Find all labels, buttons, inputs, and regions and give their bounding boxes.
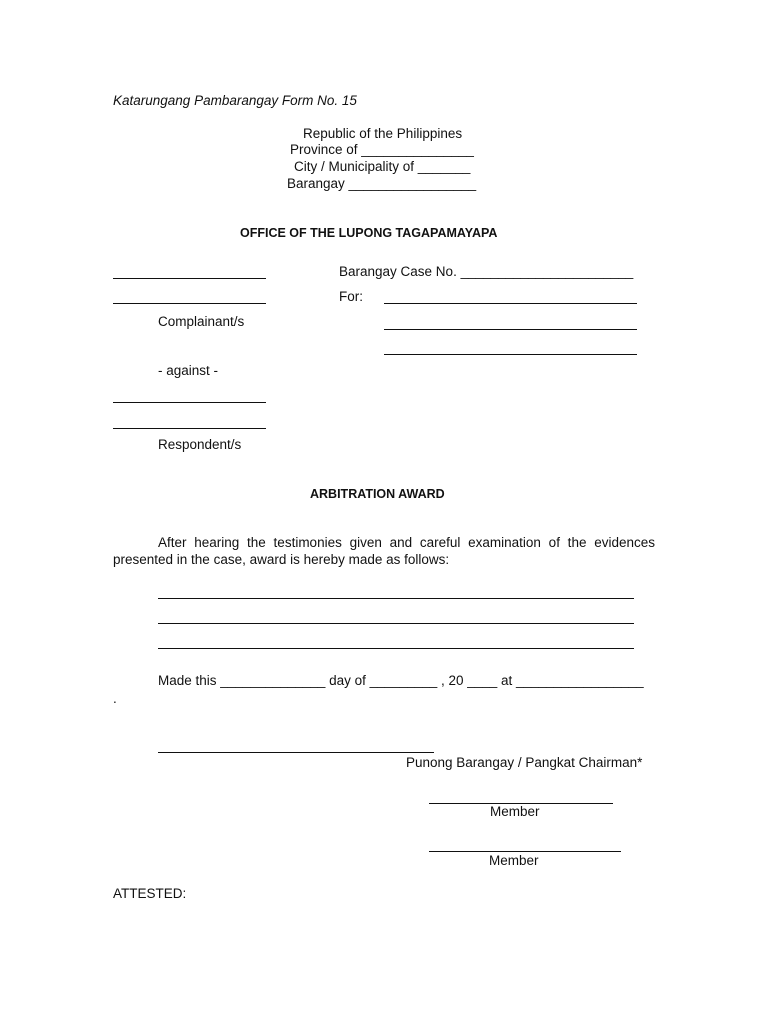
- attested-label: ATTESTED:: [113, 886, 187, 901]
- case-no-label: Barangay Case No. _______________________: [339, 264, 634, 279]
- member1-label: Member: [490, 804, 540, 819]
- header-barangay: Barangay _________________: [287, 176, 477, 191]
- header-city: City / Municipality of _______: [294, 159, 471, 174]
- stray-mark: .: [113, 691, 117, 706]
- form-title: Katarungang Pambarangay Form No. 15: [113, 93, 357, 108]
- respondent-line-2: [113, 428, 266, 429]
- award-line-2: [158, 623, 634, 624]
- respondent-label: Respondent/s: [158, 437, 242, 452]
- member2-signature-line: [429, 851, 621, 852]
- for-line-1: [384, 303, 637, 304]
- chairman-label: Punong Barangay / Pangkat Chairman*: [406, 755, 643, 770]
- complainant-line-1: [113, 278, 266, 279]
- respondent-line-1: [113, 402, 266, 403]
- complainant-line-2: [113, 303, 266, 304]
- office-title: OFFICE OF THE LUPONG TAGAPAMAYAPA: [240, 226, 498, 240]
- body-paragraph: After hearing the testimonies given and careful examination of the evidences presented in the case, award is hereby made as follows:: [113, 535, 655, 567]
- against-label: - against -: [158, 363, 219, 378]
- award-line-3: [158, 648, 634, 649]
- header-republic: Republic of the Philippines: [303, 126, 463, 141]
- made-this-line: Made this ______________ day of _________ , 20 ____ at _________________: [158, 673, 644, 688]
- header-province: Province of _______________: [290, 142, 474, 157]
- complainant-label: Complainant/s: [158, 314, 245, 329]
- member2-label: Member: [489, 853, 539, 868]
- award-line-1: [158, 598, 634, 599]
- for-label: For:: [339, 289, 364, 304]
- for-line-2: [384, 329, 637, 330]
- award-title: ARBITRATION AWARD: [310, 487, 445, 501]
- for-line-3: [384, 354, 637, 355]
- chairman-signature-line: [158, 752, 434, 753]
